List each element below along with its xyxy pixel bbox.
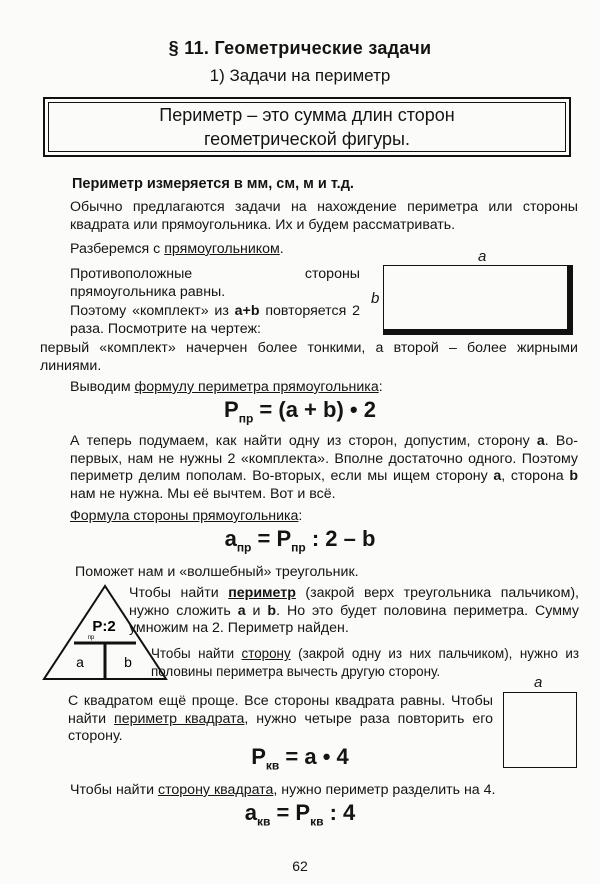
square-side-formula: $a_{кв} = P_{кв}$ : 4 (244, 800, 356, 829)
triangle-perimeter-text: Чтобы найти периметр (закрой верх треугольника пальчиком), нужно сложить а и b. Но это будет половина периметра. Сумму умножим на 2. Периметр найден. (129, 585, 579, 636)
triangle-side-text: Чтобы найти сторону (закрой одну из них пальчиком), нужно из половины периметра вычесть другую сторону. (151, 646, 579, 679)
definition-box (43, 97, 571, 157)
triangle-left-label: a (76, 654, 84, 670)
section-title: § 11. Геометрические задачи (168, 38, 432, 58)
definition-text (159, 103, 455, 151)
square-side-lead: Чтобы найти сторону квадрата, нужно периметр разделить на 4. (70, 782, 496, 798)
definition-inner-frame (48, 102, 566, 152)
definition-line-1: Периметр – это сумма длин сторон (159, 105, 455, 125)
side-formula-lead: Формула стороны прямоугольника: (70, 508, 303, 524)
rect-formula-lead: Выводим формулу периметра прямоугольника: (70, 379, 383, 395)
triangle-lead: Поможет нам и «волшебный» треугольник. (75, 564, 359, 580)
rect-lead-link: прямоугольником (164, 241, 280, 257)
rect-label-b: b (371, 290, 380, 307)
square-perimeter-formula: $P_{кв} = a$ • 4 (251, 744, 349, 773)
side-paragraph: А теперь подумаем, как найти одну из сторон, допустим, сторону а. Во-первых, нам не нужны 2 «комплекта». Вполне достаточно одного. Поэтому периметр делим пополам. Во-вторых, если мы ищем сторону а, сторона b нам не нужна. Мы её вычтем. Вот и всё. (70, 433, 578, 502)
rect-lead: Разберемся с прямоугольником. (70, 241, 284, 257)
rectangle-drawing (383, 265, 573, 335)
page-number: 62 (292, 858, 308, 874)
intro-paragraph: Обычно предлагаются задачи на нахождение периметра или стороны квадрата или прямоугольника. Их и будем рассматривать. (70, 199, 578, 233)
rect-para-3: первый «комплект» начерчен более тонкими, а второй – более жирными линиями. (40, 340, 578, 374)
units-line: Периметр измеряется в мм, см, м и т.д. (72, 176, 354, 192)
rect-label-a: a (478, 248, 487, 265)
section-subtitle: 1) Задачи на периметр (209, 66, 391, 85)
side-formula: $a_{пр} = P_{пр}$ : 2 – b (224, 526, 376, 555)
square-label-a: a (534, 674, 543, 691)
triangle-top-sub: пр (87, 635, 95, 641)
square-paragraph: С квадратом ещё проще. Все стороны квадрата равны. Чтобы найти периметр квадрата, нужно четыре раза повторить его сторону. (68, 693, 493, 744)
definition-line-2: геометрической фигуры. (204, 129, 410, 149)
triangle-top-label: P:2 (92, 618, 116, 635)
rect-para-2: Поэтому «комплект» из a+b повторяется 2 раза. Посмотрите на чертеж: (70, 303, 361, 337)
rect-perimeter-formula: $P_{пр} = (a + b)$ • 2 (224, 397, 376, 426)
triangle-right-label: b (124, 654, 132, 670)
rect-para-1: Противоположные стороны прямоугольника равны. (70, 266, 360, 300)
